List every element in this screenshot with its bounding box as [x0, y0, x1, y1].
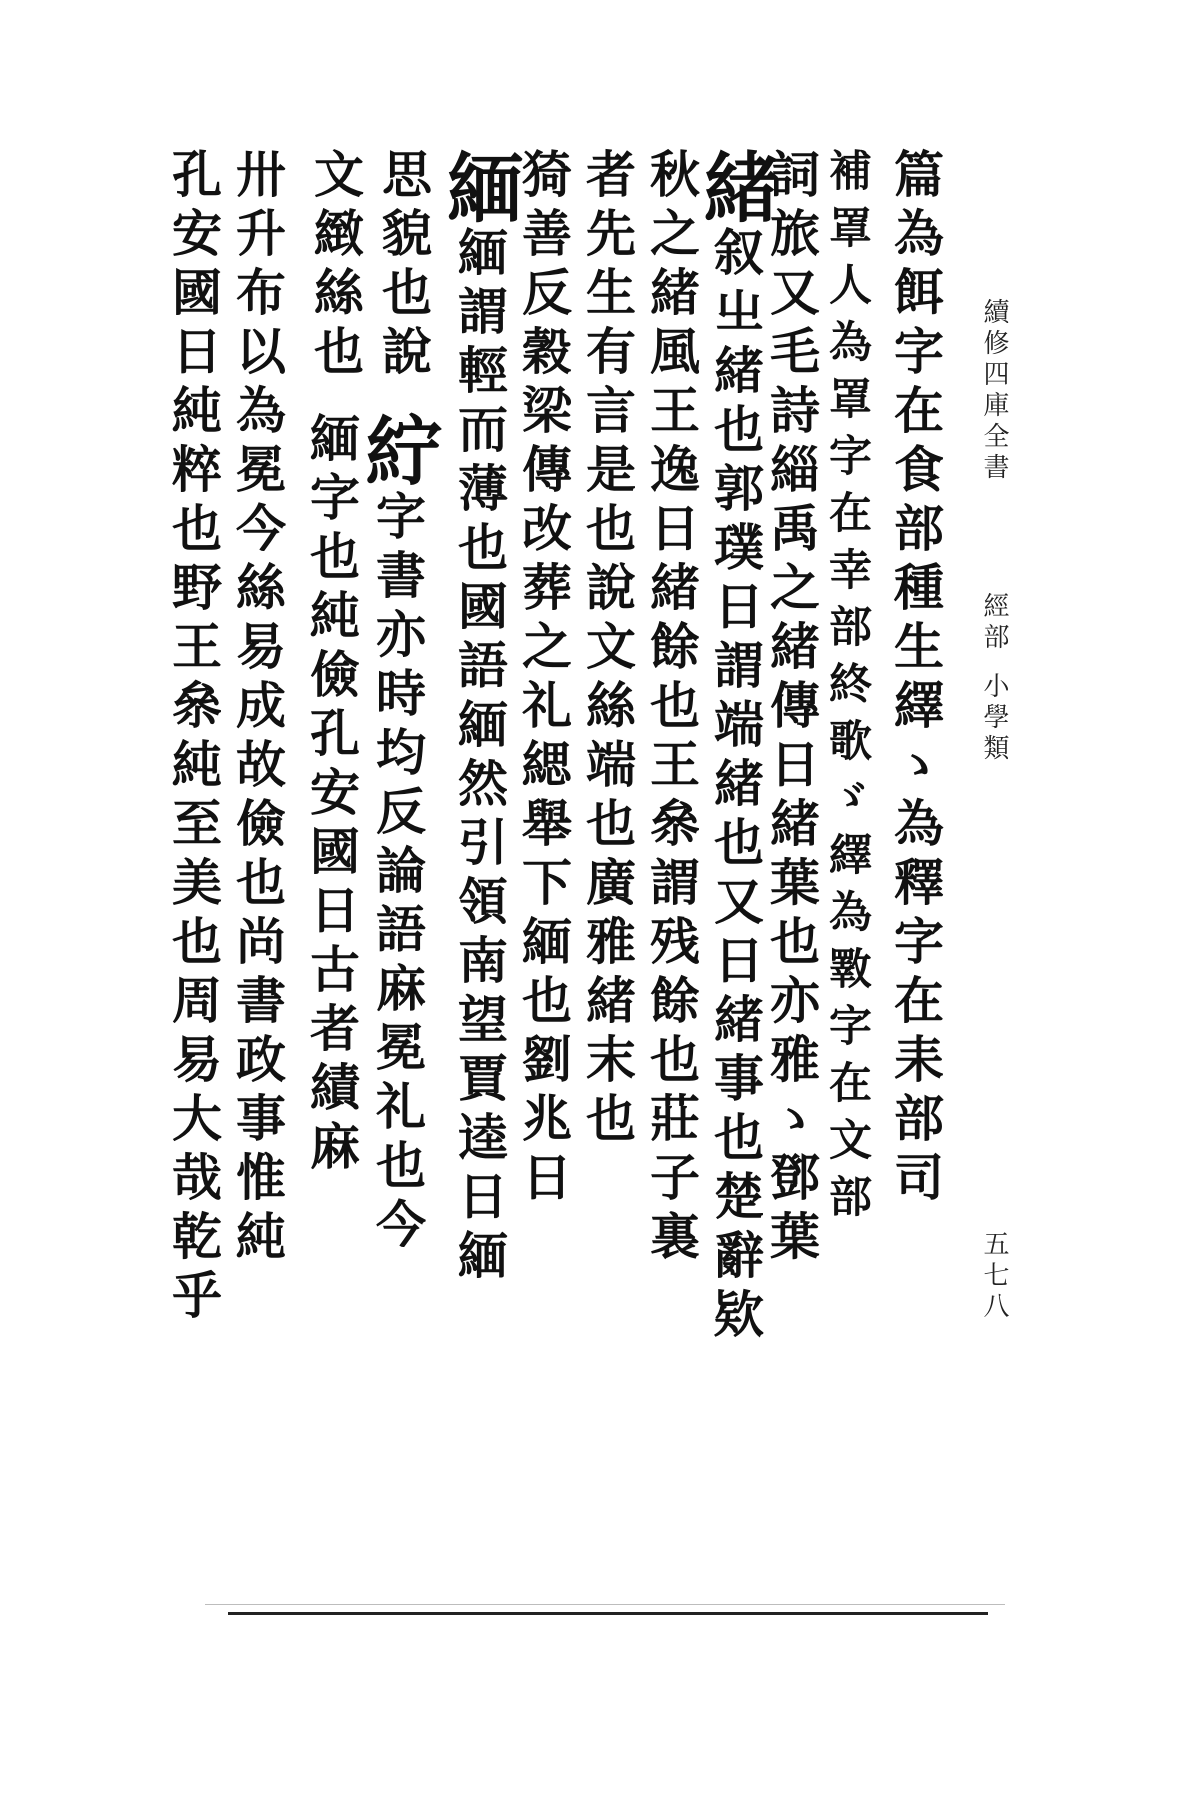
scan-rule-faint	[205, 1604, 1005, 1605]
entry-headword: 緒	[691, 148, 780, 226]
text-column	[158, 148, 228, 1538]
entry-headword: 緬	[435, 148, 524, 226]
text-column	[691, 148, 780, 1538]
text-column	[435, 148, 524, 1538]
bottom-rule	[228, 1612, 988, 1615]
column-text: 卅升布以為冕今絲易成故儉也尚書政事惟純	[228, 148, 287, 1269]
entry-headword: 紵	[353, 412, 442, 490]
column-text: 叙㞢緒也郭璞日謂端緒也又日緒事也楚辭欵	[706, 226, 765, 1347]
column-text: 緬謂輕而薄也國語緬然引領南望賈逵日緬	[450, 226, 509, 1288]
text-column	[296, 412, 366, 1802]
column-text: 者先生有言是也說文絲端也廣雅緒末也	[578, 148, 637, 1151]
column-text: 字書亦時均反論語麻冕礼也今	[368, 490, 427, 1257]
text-column	[222, 148, 292, 1538]
text-column	[880, 148, 950, 1538]
column-text: 緬字也純儉孔安國日古者績麻	[302, 412, 361, 1179]
page-number: 五七八	[979, 1230, 1009, 1323]
column-text: 篇為餌字在食部種生繹ゝ為釋字在耒部司	[886, 148, 945, 1210]
text-column	[572, 148, 642, 1538]
text-column	[636, 148, 706, 1538]
column-text: 秋之緒風王逸日緒餘也王㕘謂残餘也莊子裏	[642, 148, 701, 1269]
column-text: 猗善反穀梁傳改葬之礼緦舉下緬也劉兆日	[514, 148, 573, 1210]
column-text: 孔安國日純粹也野王㕘純至美也周易大哉乾乎	[164, 148, 223, 1328]
category-label: 小學類	[979, 672, 1009, 765]
column-text: 補罩人為罩字在幸部終歌ゞ繹為斁字在文部	[822, 148, 872, 1231]
column-text: 思貌也說	[374, 148, 433, 384]
column-text: 文緻絲也	[306, 148, 365, 384]
text-column	[508, 148, 578, 1538]
text-column	[353, 412, 442, 1802]
section-label: 經部	[979, 592, 1009, 654]
column-text: 詞旅又毛詩緇禹之緒傳日緒葉也亦雅ゝ鄧葉	[762, 148, 821, 1269]
book-title: 續修四庫全書	[979, 298, 1009, 484]
